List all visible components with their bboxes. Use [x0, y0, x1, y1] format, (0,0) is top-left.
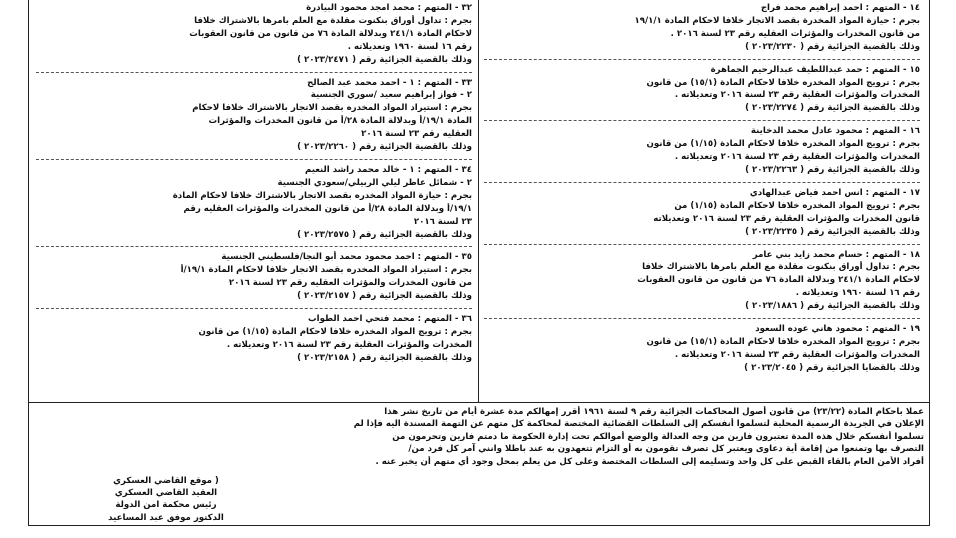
entry-separator	[36, 72, 472, 73]
signature-line: رئيس محكمة امن الدولة	[115, 500, 217, 511]
entry-line: وذلك بالقضية الجزائية رقم ( ٢٠٢٣/٢٢٦٣ )	[745, 164, 920, 175]
entry-line: وذلك بالقضية الجزائية رقم ( ٢٠٢٣/٢٢٦٠ )	[297, 142, 472, 153]
entry-line: بجرم : تداول أوراق بنكنوت مقلدة مع العلم بامرها بالاشتراك خلافا	[194, 15, 472, 26]
entry-line: ٢٣ لسنة ٢٠١٦	[413, 216, 472, 227]
entry-heading: ٣٤ - المتهم : ١ - خالد محمد راشد النعيم	[304, 164, 472, 175]
column-divider	[478, 0, 479, 402]
entry-line: بجرم : ترويج المواد المخدره خلافا لاحكام المادة (١/١٥) من قانون	[646, 139, 920, 150]
left-column	[36, 2, 472, 365]
entry-line: لاحكام المادة ٢٤١/١ وبدلالة المادة ٧٦ من قانون من قانون العقوبات	[637, 275, 920, 286]
defendant-entry	[484, 187, 920, 239]
legal-notice	[36, 406, 924, 468]
defendant-entry	[484, 64, 920, 116]
entry-heading: ٣٣ - المتهم : ١ - احمد محمد عبد الصالح	[307, 77, 472, 88]
entry-line: وذلك بالقضية الجزائية رقم ( ٢٠٢٣/٢٢٣٥ )	[745, 226, 920, 237]
entry-line: من قانون المخدرات والمؤثرات العقليه رقم ٢٣ لسنة ٢٠١٦ .	[670, 28, 920, 39]
entry-line: المخدرات والمؤثرات العقلية رقم ٢٣ لسنة ٢٠١٦ وتعديلاته .	[674, 349, 920, 360]
defendant-entry	[36, 313, 472, 365]
entry-line: المخدرات والمؤثرات العقلية رقم ٢٣ لسنة ٢٠١٦ وتعديلاته .	[674, 90, 920, 101]
entry-line: بجرم : استيراد المواد المخدره بقصد الاتجار خلافا لاحكام المادة ١٩/١/أ	[180, 265, 472, 276]
entry-line: بجرم : ترويج المواد المخدره خلافا لاحكام المادة (١٥/١) من قانون	[646, 336, 920, 347]
entry-line: وذلك بالقضية الجزائية رقم ( ٢٠٢٣/٢٤٧١ )	[297, 54, 472, 65]
defendant-entry	[36, 2, 472, 67]
notice-line: التصرف بها وتمنعوا من إقامة أية دعاوى ويعتبر كل تصرف تقومون به أو التزام تتعهدون به عند باطلا وانني آمر كل فرد من/	[408, 444, 924, 455]
right-column	[484, 2, 920, 375]
entry-line: وذلك بالقضايا الجزائية رقم ( ٢٠٢٣/٢٠٤٥ )	[744, 362, 920, 373]
entry-line: بجرم : ترويج المواد المخدره خلافا لاحكام المادة (١/١٥) من	[674, 200, 920, 211]
entry-line: بجرم : حيازة المواد المخدرة بقصد الاتجار خلافا لاحكام المادة ١٩/١/١	[634, 15, 920, 26]
notice-line: الإعلان في الجريدة الرسمية المحلية لتسلموا أنفسكم إلى السلطات القضائية المختصة لمحاكمة كل متهم عن التهمة المسندة اليه فإذا لم	[353, 419, 924, 430]
entry-line: لاحكام المادة ٢٤١/١ وبدلالة المادة ٧٦ من قانون من قانون العقوبات	[189, 28, 472, 39]
defendant-entry	[484, 249, 920, 314]
notice-divider	[28, 402, 930, 403]
entry-line: بجرم : ترويج المواد المخدره خلافا لاحكام المادة (١٥/١) من قانون	[646, 77, 920, 88]
signature-line: الدكتور موفق عبد المساعيد	[108, 512, 224, 523]
entry-heading: ١٥ - المتهم : حمد عبداللطيف عبدالرحيم الجماهرة	[710, 64, 920, 75]
entry-line: وذلك بالقضية الجزائية رقم ( ٢٠٢٣/٢١٥٨ )	[297, 352, 472, 363]
entry-separator	[484, 318, 920, 319]
entry-line: وذلك بالقضية الجزائية رقم ( ٢٠٢٣/٢١٥٧ )	[297, 291, 472, 302]
defendant-entry	[484, 2, 920, 54]
entry-separator	[484, 182, 920, 183]
entry-heading: ١٩ - المتهم : محمود هاني عوده السعود	[755, 324, 920, 335]
entry-line: وذلك بالقضية الجزائية رقم ( ٢٠٢٣/١٨٨٦ )	[745, 301, 920, 312]
entry-line: ٢ - فواز إبراهيم سعيد /سوري الجنسية	[310, 90, 472, 101]
entry-line: بجرم : حيازة المواد المخدره بقصد الاتجار بالاشتراك خلافا لاحكام المادة	[172, 190, 472, 201]
entry-line: المادة ١٩/١/أ وبدلالة المادة ٢٨/أ من قانون المخدرات والمؤثرات	[208, 116, 472, 127]
signature-block	[36, 475, 296, 524]
entry-separator	[484, 120, 920, 121]
entry-separator	[484, 59, 920, 60]
entry-heading: ١٤ - المتهم : احمد إبراهيم محمد فراج	[760, 3, 920, 13]
entry-heading: ٣٥ - المتهم : احمد محمود محمد أبو النجا/فلسطيني الجنسية	[221, 252, 472, 263]
defendant-entry	[36, 164, 472, 241]
notice-line: تسلموا أنفسكم خلال هذه المدة تعتبرون فارين من وجه العدالة والوضع أموالكم تحت إدارة الحكومة ما دمتم فارين وتحرمون من	[392, 431, 924, 442]
notice-line: أفراد الأمن العام بالقاء القبض على كل واحد وتسليمه إلى السلطات المختصة وعلى كل من يعلم بمحل وجود أي متهم أن يخبر عنه .	[375, 456, 924, 467]
entry-separator	[36, 246, 472, 247]
entry-line: ١٩/١/أ وبدلالة المادة ٢٨/أ من قانون المخدرات والمؤثرات العقليه رقم	[183, 203, 472, 214]
entry-separator	[36, 159, 472, 160]
entry-heading: ٣٦ - المتهم : محمد فتحي احمد الطواب	[308, 314, 472, 325]
entry-line: بجرم : تداول أوراق بنكنوت مقلدة مع العلم بامرها بالاشتراك خلافا	[642, 262, 920, 273]
entry-line: رقم ١٦ لسنة ١٩٦٠ وتعديلاته .	[347, 41, 472, 52]
entry-line: المخدرات والمؤثرات العقلية رقم ٢٣ لسنة ٢٠١٦ وتعديلاته .	[674, 152, 920, 163]
entry-heading: ١٨ - المتهم : حسام محمد زايد بني عامر	[752, 249, 920, 260]
entry-heading: ٣٢ - المتهم : محمد امجد محمود البيادرة	[306, 3, 472, 13]
defendant-entry	[36, 77, 472, 154]
signature-line: العقيد القاضي العسكري	[114, 488, 218, 499]
defendant-entry	[484, 323, 920, 375]
signature-line: ( موقع القاضي العسكري	[113, 476, 219, 486]
entry-line: العقليه رقم ٢٣ لسنة ٢٠١٦	[361, 129, 472, 140]
notice-line: عملا باحكام المادة (٢٣/٢٢) من قانون أصول المحاكمات الجزائية رقم ٩ لسنة ١٩٦١ أقرر إمهالكم مدة عشرة أيام من تاريخ نشر هذا	[384, 407, 924, 417]
entry-line: من قانون المخدرات والمؤثرات العقليه رقم ٢٣ لسنة ٢٠١٦	[228, 278, 472, 289]
defendant-entry	[484, 125, 920, 177]
entry-line: رقم ١٦ لسنة ١٩٦٠ وتعديلاته .	[795, 288, 920, 299]
entry-line: بجرم : استيراد المواد المخدره بقصد الاتجار بالاشتراك خلافا لاحكام	[192, 103, 472, 114]
entry-line: قانون المخدرات والمؤثرات العقلية رقم ٢٣ لسنة ٢٠١٦ وتعديلاته	[653, 213, 920, 224]
entry-line: المخدرات والمؤثرات العقلية رقم ٢٣ لسنة ٢٠١٦ وتعديلاته .	[226, 339, 472, 350]
entry-separator	[36, 308, 472, 309]
entry-separator	[484, 244, 920, 245]
entry-line: ٢ - شمائل عاطر ليلي الربيلي/سعودي الجنسية	[277, 177, 472, 188]
entry-heading: ١٦ - المتهم : محمود عادل محمد الدخاينة	[750, 126, 920, 137]
entry-line: وذلك بالقضية الجزائية رقم ( ٢٠٢٣/٢٥٧٥ )	[297, 229, 472, 240]
entry-line: بجرم : ترويج المواد المخدره خلافا لاحكام المادة (١/١٥) من قانون	[198, 326, 472, 337]
entry-heading: ١٧ - المتهم : انس احمد فياض عبدالهادي	[749, 187, 920, 198]
defendant-entry	[36, 251, 472, 303]
entry-line: وذلك بالقضية الجزائية رقم ( ٢٠٢٣/٢٢٧٤ )	[745, 103, 920, 114]
entry-line: وذلك بالقضية الجزائية رقم ( ٢٠٢٣/٢٢٣٠ )	[745, 41, 920, 52]
